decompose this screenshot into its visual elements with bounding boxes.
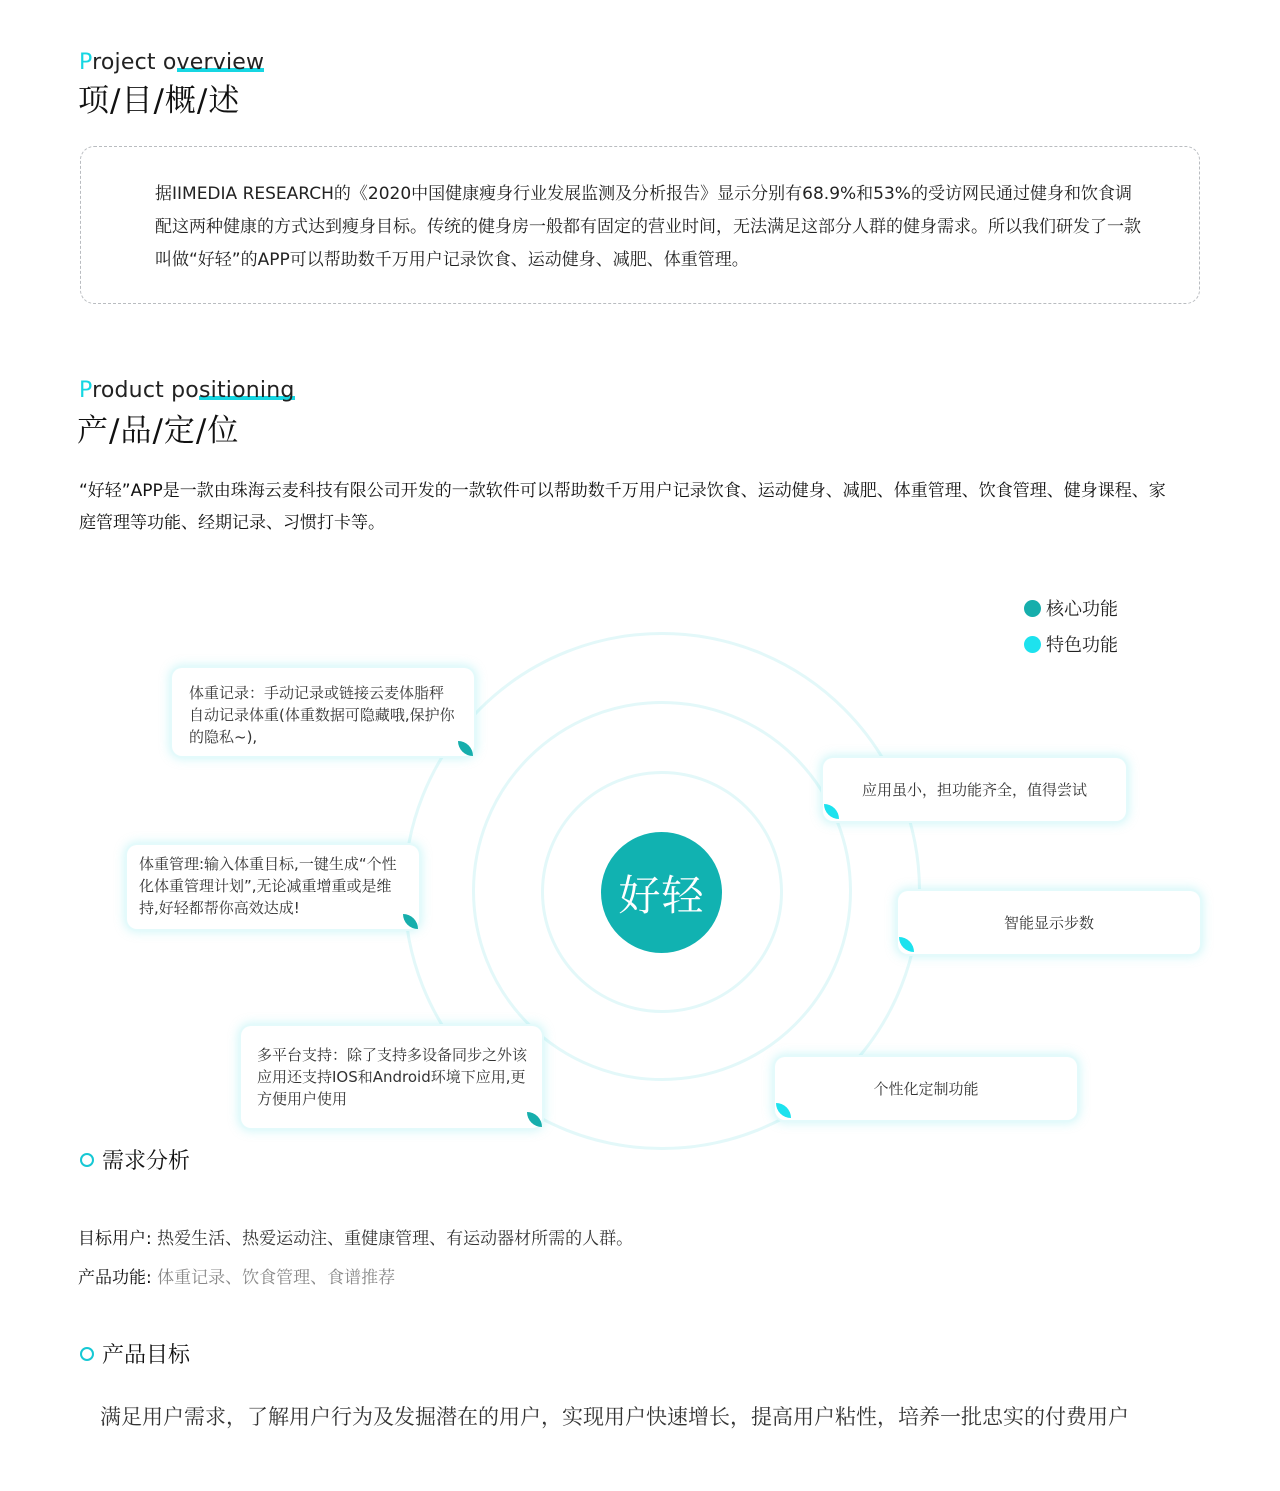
legend-core — [1024, 595, 1118, 621]
product-function-value: 体重记录、饮食管理、食谱推荐 — [157, 1268, 396, 1288]
card-small-app-text: 应用虽小，担功能齐全，值得尝试 — [861, 780, 1087, 799]
needs-title-text: 需求分析 — [102, 1149, 191, 1174]
card-custom — [775, 1057, 1077, 1120]
center-logo: 好轻 — [601, 832, 722, 953]
target-users-value: 热爱生活、热爱运动注、重健康管理、有运动器材所需的人群。 — [157, 1229, 634, 1249]
card-small-app — [823, 758, 1126, 821]
card-custom-text: 个性化定制功能 — [873, 1079, 979, 1098]
card-multi-platform-text: 多平台支持：除了支持多设备同步之外该应用还支持IOS和Android环境下应用,更方便用户使用 — [257, 1046, 528, 1108]
target-users-label: 目标用户: — [78, 1229, 152, 1249]
card-steps-text: 智能显示步数 — [1003, 913, 1094, 932]
goal-body: 满足用户需求，了解用户行为及发掘潜在的用户，实现用户快速增长，提高用户粘性，培养一批忠实的付费用户 — [100, 1405, 1129, 1429]
goal-title-text: 产品目标 — [102, 1343, 191, 1368]
card-weight-record-text: 体重记录：手动记录或链接云麦体脂秤自动记录体重(体重数据可隐藏哦,保护你的隐私~), — [189, 684, 455, 746]
overview-body: 据IIMEDIA RESEARCH的《2020中国健康瘦身行业发展监测及分析报告》显示分别有68.9%和53%的受访网民通过健身和饮食调配这两种健康的方式达到瘦身目标。传统的健身房一般都有固定的营业时间，无法满足这部分人群的健身需求。所以我们研发了一款叫做“好轻”的APP可以帮助数千万用户记录饮食、运动健身、减肥、体重管理。 — [155, 184, 1141, 270]
overview-title-en: Project overview — [79, 50, 265, 75]
product-function-row — [78, 1263, 395, 1288]
needs-title — [80, 1144, 190, 1175]
goal-bullet-icon — [80, 1347, 94, 1361]
product-function-label: 产品功能: — [78, 1268, 152, 1288]
card-weight-manage-text: 体重管理:输入体重目标,一键生成“个性化体重管理计划”,无论减重增重或是维持,好轻都帮你高效达成! — [139, 855, 397, 917]
legend-feature-dot — [1024, 636, 1041, 653]
card-multi-platform — [241, 1026, 542, 1128]
positioning-title-zh: 产/品/定/位 — [77, 413, 240, 449]
legend-core-label: 核心功能 — [1046, 599, 1118, 620]
card-weight-manage — [127, 845, 419, 929]
goal-title — [80, 1338, 190, 1369]
positioning-body: “好轻”APP是一款由珠海云麦科技有限公司开发的一款软件可以帮助数千万用户记录饮食、运动健身、减肥、体重管理、饮食管理、健身课程、家庭管理等功能、经期记录、习惯打卡等。 — [79, 481, 1166, 533]
target-users-row — [78, 1224, 633, 1249]
legend-core-dot — [1024, 600, 1041, 617]
overview-title-zh: 项/目/概/述 — [78, 83, 241, 119]
positioning-title-en: Product positioning — [79, 378, 295, 403]
legend-feature-label: 特色功能 — [1046, 635, 1118, 656]
card-steps — [898, 891, 1200, 954]
needs-bullet-icon — [80, 1153, 94, 1167]
card-weight-record — [172, 668, 474, 756]
legend-feature — [1024, 631, 1118, 657]
